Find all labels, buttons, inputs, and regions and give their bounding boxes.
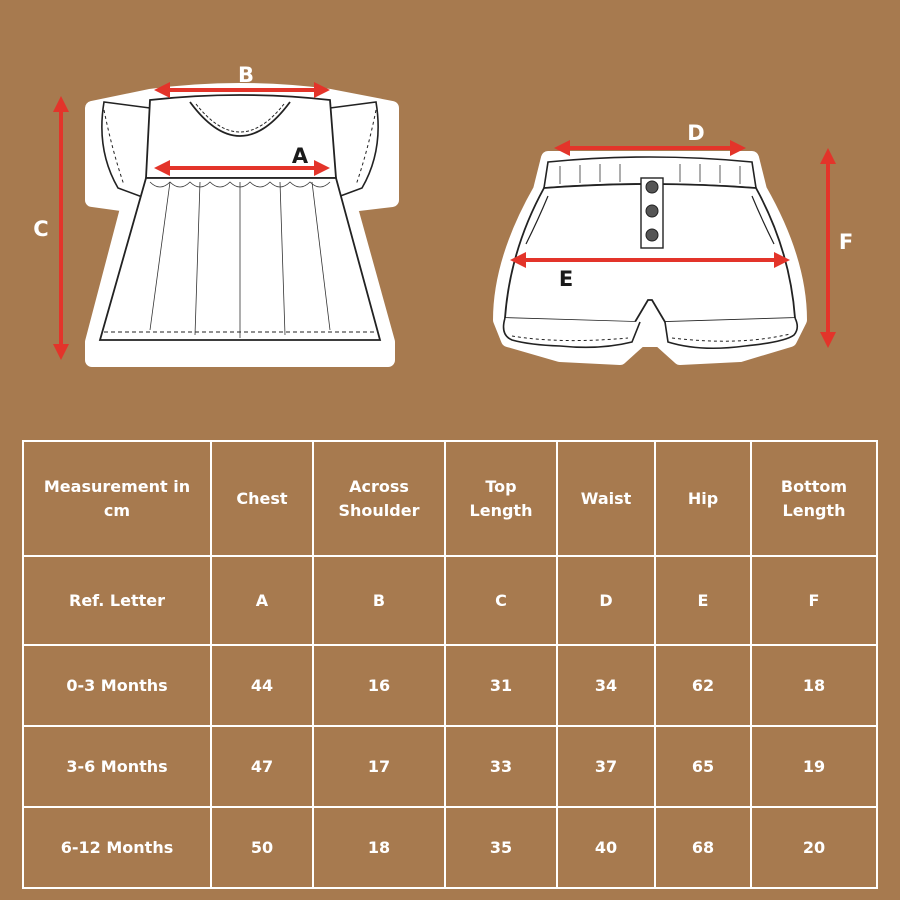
header-cell: Across Shoulder	[313, 441, 445, 556]
header-cell: Top Length	[445, 441, 557, 556]
table-cell: 33	[445, 726, 557, 807]
bottom-garment-drawing	[500, 157, 800, 358]
table-cell: B	[313, 556, 445, 645]
header-cell: Bottom Length	[751, 441, 877, 556]
label-e: E	[558, 267, 574, 291]
table-cell: 3-6 Months	[23, 726, 211, 807]
label-a: A	[291, 144, 309, 168]
table-cell: D	[557, 556, 655, 645]
table-cell: 18	[751, 645, 877, 726]
table-row	[23, 807, 877, 888]
table-cell: Ref. Letter	[23, 556, 211, 645]
table-cell: 47	[211, 726, 313, 807]
label-c: C	[33, 217, 49, 241]
header-cell: Measurement in cm	[23, 441, 211, 556]
table-cell: 31	[445, 645, 557, 726]
table-cell: 68	[655, 807, 751, 888]
table-cell: 17	[313, 726, 445, 807]
table-cell: 37	[557, 726, 655, 807]
table-cell: 0-3 Months	[23, 645, 211, 726]
table-cell: 19	[751, 726, 877, 807]
table-cell: 40	[557, 807, 655, 888]
label-f: F	[838, 230, 854, 254]
table-cell: 44	[211, 645, 313, 726]
table-cell: F	[751, 556, 877, 645]
table-cell: 20	[751, 807, 877, 888]
table-cell: 16	[313, 645, 445, 726]
ref-letter-row	[23, 556, 877, 645]
table-cell: 6-12 Months	[23, 807, 211, 888]
header-cell: Waist	[557, 441, 655, 556]
top-garment-drawing	[92, 90, 392, 360]
table-row	[23, 726, 877, 807]
label-d: D	[687, 121, 705, 145]
header-cell: Chest	[211, 441, 313, 556]
table-cell: 34	[557, 645, 655, 726]
table-header-row	[23, 441, 877, 556]
table-cell: 18	[313, 807, 445, 888]
garment-illustrations	[0, 0, 900, 420]
table-cell: E	[655, 556, 751, 645]
size-chart-table	[22, 440, 878, 889]
table-cell: C	[445, 556, 557, 645]
header-cell: Hip	[655, 441, 751, 556]
table-cell: 35	[445, 807, 557, 888]
label-b: B	[237, 63, 255, 87]
table-cell: 65	[655, 726, 751, 807]
table-cell: 50	[211, 807, 313, 888]
table-cell: 62	[655, 645, 751, 726]
table-cell: A	[211, 556, 313, 645]
table-row	[23, 645, 877, 726]
